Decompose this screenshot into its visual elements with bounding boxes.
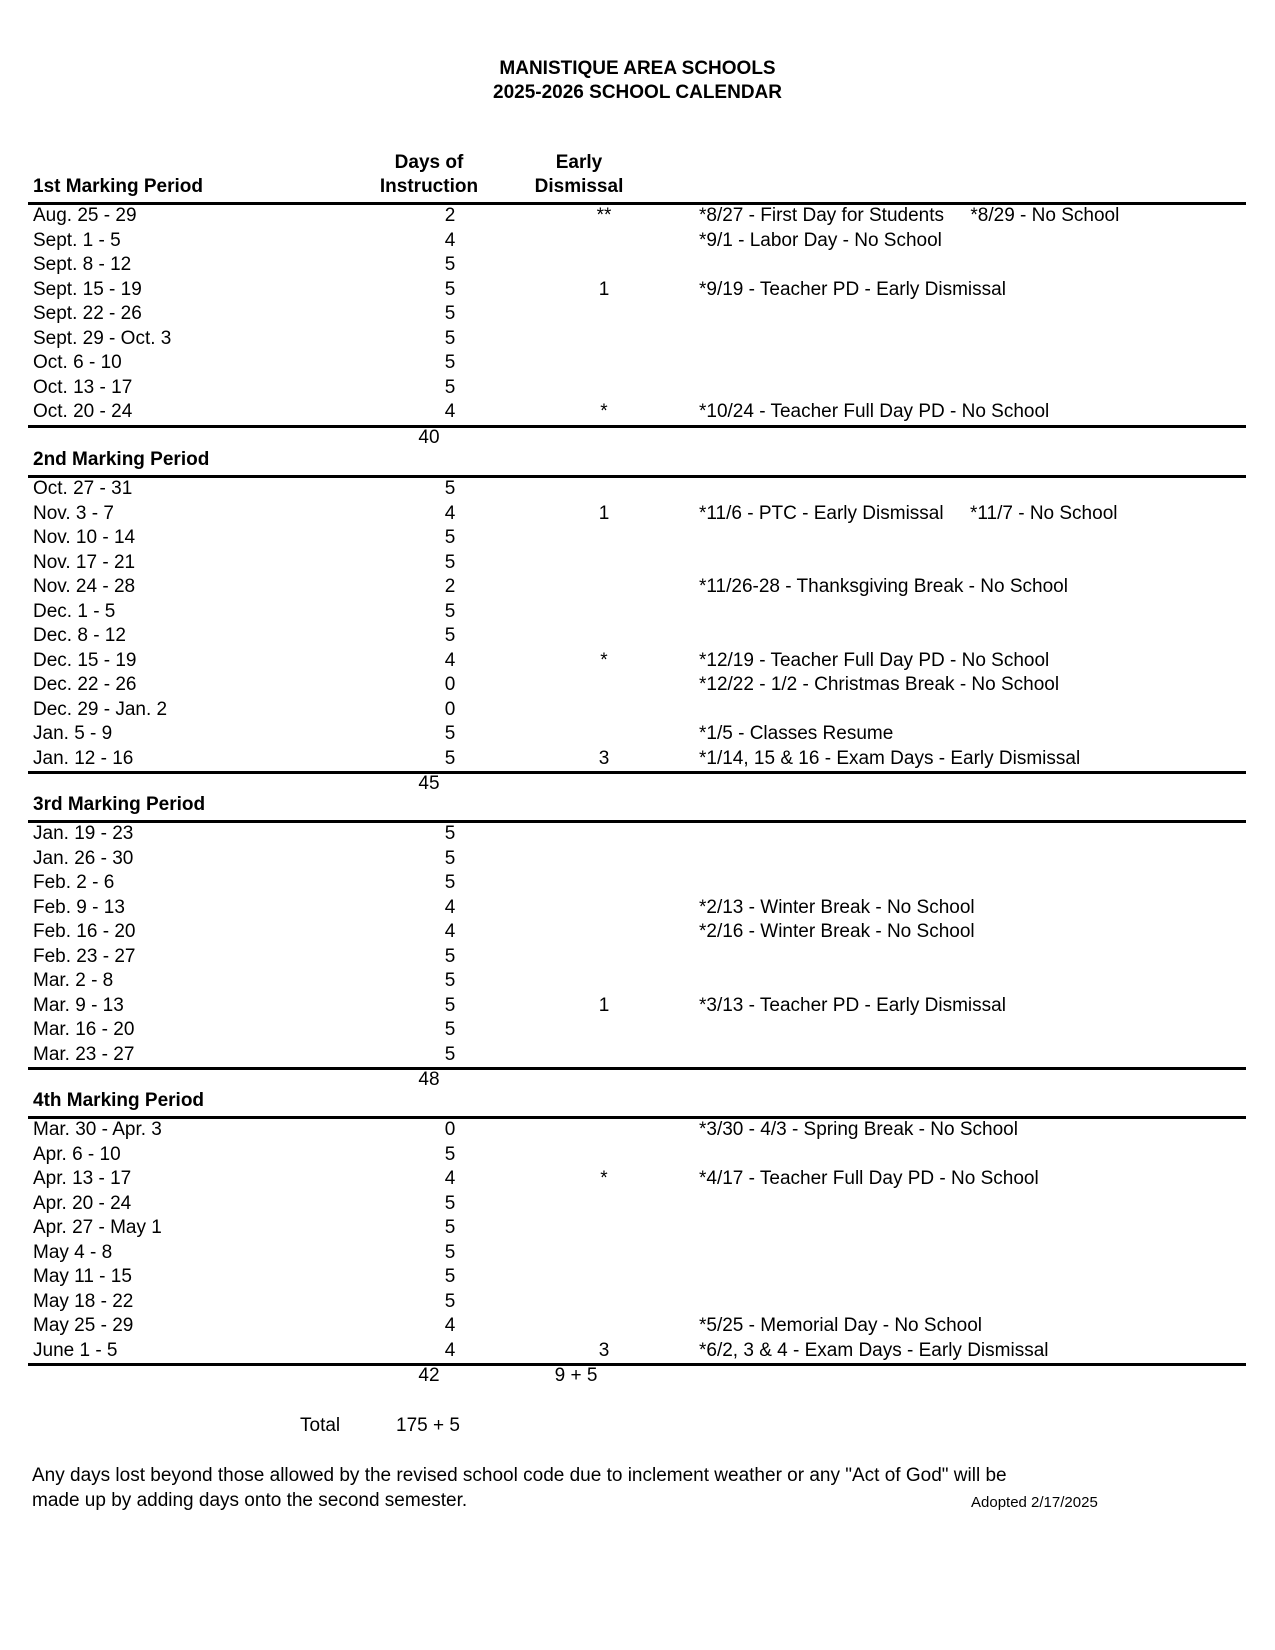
period-subtotal: 48 (418, 1069, 440, 1090)
event-note: *11/6 - PTC - Early Dismissal *11/7 - No School (699, 502, 1118, 524)
week-range: Feb. 16 - 20 (33, 921, 136, 942)
table-row (0, 326, 1275, 351)
table-row (0, 375, 1275, 400)
table-row (0, 501, 1275, 526)
total-value: 175 + 5 (396, 1415, 460, 1436)
event-note: *11/26-28 - Thanksgiving Break - No School (699, 576, 1068, 597)
week-range: Dec. 29 - Jan. 2 (33, 698, 168, 720)
week-range: Mar. 30 - Apr. 3 (33, 1119, 162, 1140)
event-note: *5/25 - Memorial Day - No School (699, 1315, 982, 1336)
week-range: Nov. 17 - 21 (33, 551, 136, 573)
event-note: *9/1 - Labor Day - No School (699, 229, 942, 251)
days-of-instruction: 0 (444, 674, 456, 695)
event-note: *1/5 - Classes Resume (699, 723, 894, 744)
table-row (0, 623, 1275, 648)
table-row (0, 919, 1275, 944)
event-note: *1/14, 15 & 16 - Exam Days - Early Dismissal (699, 747, 1081, 769)
days-of-instruction: 4 (444, 1168, 456, 1189)
event-note: *3/30 - 4/3 - Spring Break - No School (699, 1119, 1018, 1140)
table-row (0, 648, 1275, 673)
week-range: Nov. 3 - 7 (33, 502, 114, 524)
days-of-instruction: 5 (444, 1217, 456, 1238)
early-dismissal: 3 (598, 747, 610, 769)
table-row (0, 525, 1275, 550)
column-header-days-line-1: Days of (394, 152, 464, 173)
table-row (0, 550, 1275, 575)
table-row (0, 1142, 1275, 1167)
column-header-early-line-2: Dismissal (534, 176, 624, 197)
event-note: *2/16 - Winter Break - No School (699, 921, 975, 942)
days-of-instruction: 5 (444, 1290, 456, 1312)
table-row (0, 1117, 1275, 1142)
week-range: Mar. 23 - 27 (33, 1043, 135, 1065)
title-line-1: MANISTIQUE AREA SCHOOLS (499, 58, 776, 79)
days-of-instruction: 5 (444, 352, 456, 373)
week-range: Feb. 23 - 27 (33, 945, 136, 967)
week-range: Oct. 6 - 10 (33, 352, 122, 373)
days-of-instruction: 5 (444, 254, 456, 275)
table-row (0, 870, 1275, 895)
event-note: *4/17 - Teacher Full Day PD - No School (699, 1168, 1039, 1189)
week-range: Mar. 9 - 13 (33, 994, 124, 1016)
days-of-instruction: 5 (444, 1143, 456, 1165)
week-range: Nov. 10 - 14 (33, 527, 136, 548)
week-range: Dec. 15 - 19 (33, 649, 137, 671)
table-row (0, 746, 1275, 771)
marking-period-heading: 4th Marking Period (33, 1090, 205, 1111)
days-of-instruction: 5 (444, 1043, 456, 1065)
column-header-early-line-1: Early (555, 152, 603, 173)
days-of-instruction: 5 (444, 478, 456, 499)
table-row (0, 895, 1275, 920)
days-of-instruction: 4 (444, 921, 456, 942)
adopted-date: Adopted 2/17/2025 (971, 1494, 1098, 1511)
week-range: Apr. 13 - 17 (33, 1168, 132, 1189)
table-row (0, 1215, 1275, 1240)
table-row (0, 599, 1275, 624)
table-row (0, 1166, 1275, 1191)
week-range: Mar. 16 - 20 (33, 1019, 135, 1040)
early-dismissal: 1 (598, 278, 610, 300)
week-range: Dec. 1 - 5 (33, 600, 116, 622)
week-range: Sept. 15 - 19 (33, 278, 142, 300)
table-row (0, 1240, 1275, 1265)
days-of-instruction: 5 (444, 1266, 456, 1287)
days-of-instruction: 5 (444, 600, 456, 622)
days-of-instruction: 5 (444, 303, 456, 324)
days-of-instruction: 4 (444, 502, 456, 524)
week-range: Sept. 22 - 26 (33, 303, 142, 324)
days-of-instruction: 5 (444, 625, 456, 646)
days-of-instruction: 5 (444, 527, 456, 548)
days-of-instruction: 5 (444, 847, 456, 869)
week-range: Sept. 8 - 12 (33, 254, 132, 275)
week-range: Apr. 27 - May 1 (33, 1217, 162, 1238)
days-of-instruction: 5 (444, 747, 456, 769)
early-dismissal: * (600, 1168, 608, 1189)
column-header-days-line-2: Instruction (379, 176, 479, 197)
week-range: May 18 - 22 (33, 1290, 134, 1312)
days-of-instruction: 5 (444, 823, 456, 844)
days-of-instruction: 0 (444, 698, 456, 720)
table-row (0, 252, 1275, 277)
days-of-instruction: 5 (444, 723, 456, 744)
early-dismissal: ** (596, 205, 612, 226)
early-dismissal: 3 (598, 1339, 610, 1361)
period-subtotal: 42 (418, 1365, 440, 1386)
days-of-instruction: 4 (444, 1315, 456, 1336)
period-subtotal: 45 (418, 773, 440, 794)
days-of-instruction: 5 (444, 994, 456, 1016)
table-row (0, 721, 1275, 746)
days-of-instruction: 4 (444, 401, 456, 422)
days-of-instruction: 5 (444, 945, 456, 967)
title-line-2: 2025-2026 SCHOOL CALENDAR (493, 82, 782, 103)
table-row (0, 697, 1275, 722)
period-end-divider (28, 425, 1246, 428)
event-note: *10/24 - Teacher Full Day PD - No School (699, 401, 1050, 422)
table-row (0, 1191, 1275, 1216)
week-range: Nov. 24 - 28 (33, 576, 136, 597)
table-row (0, 1338, 1275, 1363)
table-row (0, 1042, 1275, 1067)
week-range: Jan. 12 - 16 (33, 747, 134, 769)
days-of-instruction: 5 (444, 376, 456, 398)
week-range: Oct. 13 - 17 (33, 376, 133, 398)
event-note: *8/27 - First Day for Students *8/29 - No School (699, 205, 1120, 226)
early-dismissal: 1 (598, 502, 610, 524)
week-range: Jan. 19 - 23 (33, 823, 134, 844)
table-row (0, 301, 1275, 326)
table-row (0, 993, 1275, 1018)
table-row (0, 228, 1275, 253)
table-row (0, 672, 1275, 697)
days-of-instruction: 2 (444, 576, 456, 597)
days-of-instruction: 5 (444, 551, 456, 573)
table-row (0, 399, 1275, 424)
week-range: Sept. 1 - 5 (33, 229, 121, 251)
event-note: *12/19 - Teacher Full Day PD - No School (699, 649, 1050, 671)
week-range: Apr. 20 - 24 (33, 1192, 132, 1214)
week-range: Dec. 8 - 12 (33, 625, 126, 646)
table-row (0, 1017, 1275, 1042)
week-range: Apr. 6 - 10 (33, 1143, 121, 1165)
period-subtotal: 40 (418, 426, 440, 448)
week-range: Oct. 27 - 31 (33, 478, 133, 499)
week-range: Dec. 22 - 26 (33, 674, 137, 695)
table-row (0, 846, 1275, 871)
days-of-instruction: 4 (444, 649, 456, 671)
early-dismissal: 1 (598, 994, 610, 1016)
days-of-instruction: 5 (444, 872, 456, 893)
event-note: *12/22 - 1/2 - Christmas Break - No School (699, 674, 1060, 695)
days-of-instruction: 4 (444, 229, 456, 251)
days-of-instruction: 5 (444, 327, 456, 349)
table-row (0, 203, 1275, 228)
marking-period-heading: 3rd Marking Period (33, 794, 206, 815)
week-range: May 25 - 29 (33, 1315, 134, 1336)
footer-note-line-1: Any days lost beyond those allowed by the revised school code due to inclement weather or any "Act of God" will be (32, 1465, 1007, 1486)
days-of-instruction: 4 (444, 896, 456, 918)
table-row (0, 968, 1275, 993)
period-end-divider (28, 771, 1246, 774)
period-end-divider (28, 1363, 1246, 1366)
week-range: Feb. 9 - 13 (33, 896, 125, 918)
days-of-instruction: 0 (444, 1119, 456, 1140)
table-row (0, 1313, 1275, 1338)
event-note: *2/13 - Winter Break - No School (699, 896, 975, 918)
week-range: June 1 - 5 (33, 1339, 118, 1361)
week-range: Oct. 20 - 24 (33, 401, 133, 422)
week-range: May 4 - 8 (33, 1241, 113, 1263)
event-note: *6/2, 3 & 4 - Exam Days - Early Dismissal (699, 1339, 1049, 1361)
week-range: Aug. 25 - 29 (33, 205, 137, 226)
table-row (0, 476, 1275, 501)
week-range: May 11 - 15 (33, 1266, 132, 1287)
early-dismissal: * (600, 649, 608, 671)
table-row (0, 821, 1275, 846)
table-row (0, 1289, 1275, 1314)
days-of-instruction: 5 (444, 278, 456, 300)
period-end-divider (28, 1067, 1246, 1070)
week-range: Jan. 26 - 30 (33, 847, 134, 869)
days-of-instruction: 5 (444, 1192, 456, 1214)
days-of-instruction: 5 (444, 1241, 456, 1263)
footer-note-line-2: made up by adding days onto the second semester. (32, 1490, 468, 1511)
week-range: Jan. 5 - 9 (33, 723, 113, 744)
event-note: *9/19 - Teacher PD - Early Dismissal (699, 278, 1006, 300)
total-label: Total (300, 1415, 341, 1436)
days-of-instruction: 4 (444, 1339, 456, 1361)
marking-period-heading: 2nd Marking Period (33, 449, 210, 470)
table-row (0, 944, 1275, 969)
table-row (0, 1264, 1275, 1289)
days-of-instruction: 2 (444, 205, 456, 226)
table-row (0, 277, 1275, 302)
week-range: Mar. 2 - 8 (33, 970, 114, 991)
week-range: Feb. 2 - 6 (33, 872, 115, 893)
days-of-instruction: 5 (444, 970, 456, 991)
week-range: Sept. 29 - Oct. 3 (33, 327, 172, 349)
early-dismissal: * (600, 401, 608, 422)
table-row (0, 574, 1275, 599)
table-row (0, 350, 1275, 375)
early-dismissal-subtotal: 9 + 5 (554, 1365, 598, 1386)
days-of-instruction: 5 (444, 1019, 456, 1040)
marking-period-heading: 1st Marking Period (33, 176, 203, 197)
event-note: *3/13 - Teacher PD - Early Dismissal (699, 994, 1006, 1016)
